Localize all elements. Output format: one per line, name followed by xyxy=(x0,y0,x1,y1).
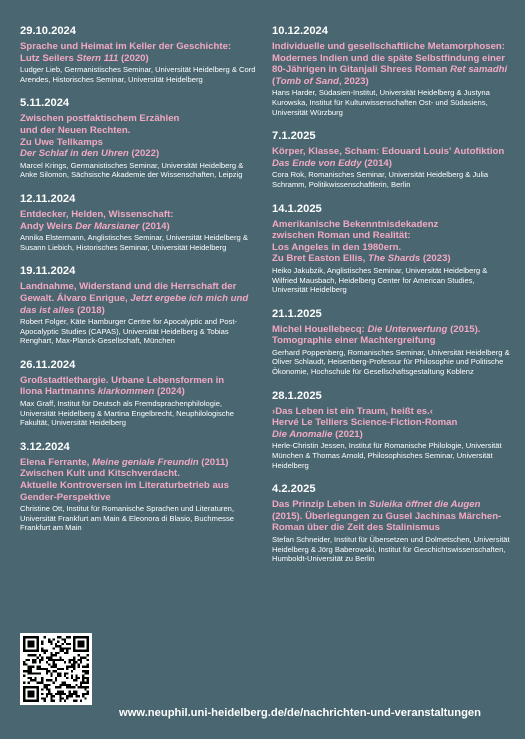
qr-code-icon xyxy=(23,636,89,702)
event-date: 14.1.2025 xyxy=(272,202,322,215)
event-title: Großstadtlethargie. Urbane Lebensformen in Ilona Hartmanns klarkommen (2024) xyxy=(20,374,225,398)
event-item xyxy=(20,193,258,252)
event-title: Sprache und Heimat im Keller der Geschichte: Lutz Seilers Stern 111 (2020) xyxy=(20,41,232,64)
qr-code[interactable] xyxy=(20,633,92,705)
event-speakers: Heiko Jakubzik, Anglistisches Seminar, Universität Heidelberg & Wilfried Mausbach, Heidelberg Center for American Studies, Universität Heidelberg xyxy=(272,265,488,295)
website-url[interactable]: www.neuphil.uni-heidelberg.de/de/nachrichten-und-veranstaltungen xyxy=(119,707,481,719)
event-speakers: Stefan Schneider, Institut für Übersetzen und Dolmetschen, Universität Heidelberg & Jörg Baberowski, Institut für Geschichtswissenschaften, Humboldt-Universität zu Berlin xyxy=(272,535,510,564)
event-speakers: Cora Rok, Romanisches Seminar, Universität Heidelberg & Julia Schramm, Politikwissenschaftlerin, Berlin xyxy=(272,170,489,189)
event-speakers: Hans Harder, Südasien-Institut, Universität Heidelberg & Justyna Kurowska, Institut für Kulturwissenschaften Ost- und Südasiens, Universität Würzburg xyxy=(272,88,490,117)
event-date: 5.11.2024 xyxy=(20,97,70,110)
event-title: Elena Ferrante, Meine geniale Freundin (2011) Zwischen Kult und Kitschverdacht. Aktuelle Kontroversen im Literaturbetrieb aus Gender-Perspektive xyxy=(20,456,229,503)
left-column xyxy=(20,25,258,546)
event-item xyxy=(20,359,258,428)
event-date: 4.2.2025 xyxy=(272,483,316,496)
event-date: 7.1.2025 xyxy=(272,130,316,143)
event-speakers: Herle-Christin Jessen, Institut für Romanische Philologie, Universität München & Thomas Arnold, Philosophisches Seminar, Universität Heidelberg xyxy=(272,441,502,470)
event-date: 29.10.2024 xyxy=(20,25,76,37)
event-speakers: Christine Ott, Institut für Romanische Sprachen und Literaturen, Universität Frankfurt am Main & Eleonora di Blasio, Buchmesse Frankfurt am Main xyxy=(20,504,234,533)
event-title: Individuelle und gesellschaftliche Metamorphosen: Modernes Indien und die späte Selbstfindung einer 80-Jährigen in Gitanjali Shrees Roman Ret samadhi (Tomb of Sand, 2023) xyxy=(272,41,508,87)
event-title: ›Das Leben ist ein Traum, heißt es.‹ Hervé Le Telliers Science-Fiction-Roman Die Anomalie (2021) xyxy=(272,405,458,440)
event-speakers: Marcel Krings, Germanistisches Seminar, Universität Heidelberg & Anke Silomon, Sächsische Akademie der Wissenschaften, Leipzig xyxy=(20,160,244,180)
right-column xyxy=(272,25,512,577)
event-item xyxy=(272,390,512,471)
event-title: Michel Houellebecq: Die Unterwerfung (2015). Tomographie einer Machtergreifung xyxy=(272,323,481,347)
event-date: 3.12.2024 xyxy=(20,440,70,453)
event-item xyxy=(272,308,512,377)
event-date: 28.1.2025 xyxy=(272,389,322,402)
event-date: 26.11.2024 xyxy=(20,358,76,371)
event-title: Entdecker, Helden, Wissenschaft: Andy Weirs Der Marsianer (2014) xyxy=(20,208,174,232)
event-item xyxy=(20,265,258,346)
event-title: Das Prinzip Leben in Suleika öffnet die Augen (2015). Überlegungen zu Gusel Jachinas Märchen-Roman über die Zeit des Stalinismus xyxy=(272,499,502,534)
event-title: Körper, Klasse, Scham: Edouard Louis' Autofiktion Das Ende von Eddy (2014) xyxy=(272,146,505,169)
event-speakers: Robert Folger, Käte Hamburger Centre for Apocalyptic and Post-Apocalyptic Studies (CAPAS), Universität Heidelberg & Tobias Renghart, Max-Planck-Gesellschaft, München xyxy=(20,317,237,346)
event-item xyxy=(272,130,512,189)
event-speakers: Gerhard Poppenberg, Romanisches Seminar, Universität Heidelberg & Oliver Schlaudt, Heisenberg-Professur für Philosophie und Politische Ökonomie, Hochschule für Gesellschaftsgestaltung Koblenz xyxy=(272,347,510,377)
event-title: Landnahme, Widerstand und die Herrschaft der Gewalt. Álvaro Enrigue, Jetzt ergebe ich mich und das ist alles (2018) xyxy=(20,281,249,316)
event-item xyxy=(20,25,258,84)
event-speakers: Ludger Lieb, Germanistisches Seminar, Universität Heidelberg & Cord Arendes, Historisches Seminar, Universität Heidelberg xyxy=(20,65,256,84)
event-item xyxy=(20,97,258,180)
event-title: Amerikanische Bekenntnisdekadenz zwischen Roman und Realität: Los Angeles in den 1980ern. Zu Bret Easton Ellis, The Shards (2023) xyxy=(272,218,451,265)
event-title: Zwischen postfaktischem Erzählen und der Neuen Rechten. Zu Uwe Tellkamps Der Schlaf in den Uhren (2022) xyxy=(20,113,180,160)
event-date: 12.11.2024 xyxy=(20,192,76,205)
event-item xyxy=(272,203,512,295)
event-speakers: Annika Elstermann, Anglistisches Seminar, Universität Heidelberg & Susann Liebich, Historisches Seminar, Universität Heidelberg xyxy=(20,233,248,252)
event-date: 10.12.2024 xyxy=(272,25,328,37)
event-date: 21.1.2025 xyxy=(272,307,322,320)
event-item xyxy=(20,441,258,533)
event-item xyxy=(272,483,512,564)
event-speakers: Max Graff, Institut für Deutsch als Fremdsprachenphilologie, Universität Heidelberg & Martina Engelbrecht, Neuphilologische Fakultät, Universität Heidelberg xyxy=(20,399,235,428)
event-date: 19.11.2024 xyxy=(20,265,76,278)
event-item xyxy=(272,25,512,117)
